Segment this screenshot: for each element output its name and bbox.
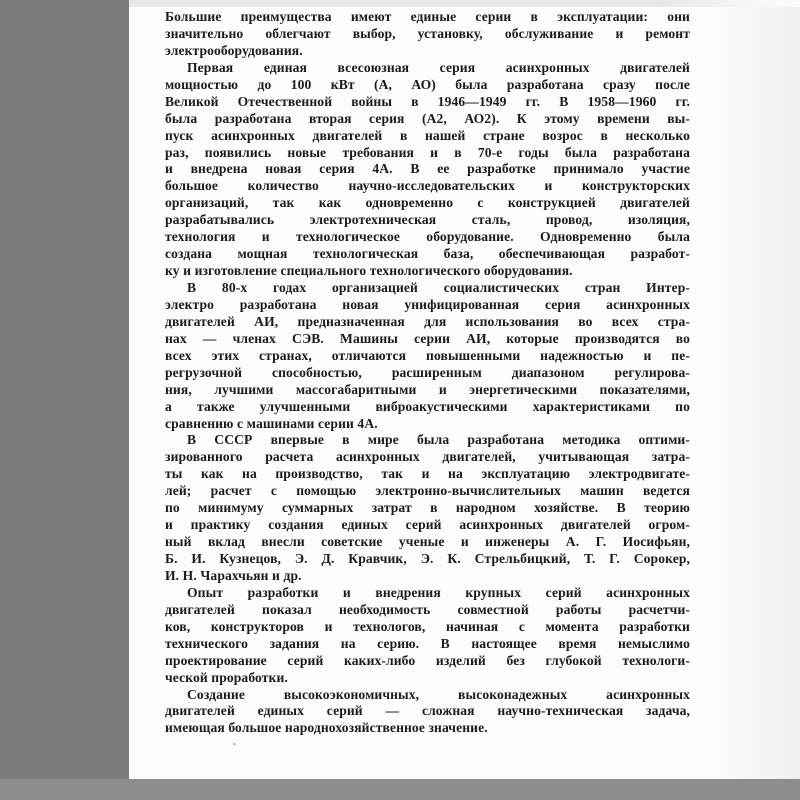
- text-line: ния, лучшими массогабаритными и энергетическими показателями,: [165, 381, 690, 397]
- text-line: разрабатывались электротехническая сталь, провод, изоляция,: [165, 212, 690, 228]
- text-line: мощностью до 100 кВт (А, АО) была разработана сразу после: [165, 76, 690, 92]
- text-line: Большие преимущества имеют единые серии в эксплуатации: они: [165, 9, 690, 24]
- text-line: лей; расчет с помощью электронно-вычислительных машин ведется: [165, 483, 690, 499]
- text-line: Б. И. Кузнецов, Э. Д. Кравчик, Э. К. Стрельбицкий, Т. Г. Сорокер,: [165, 551, 690, 566]
- text-line: и практику создания единых серий асинхронных двигателей огром-: [165, 517, 690, 533]
- text-line: В 80-х годах организацией социалистических стран Интер-: [187, 280, 690, 295]
- text-line: Создание высокоэкономичных, высоконадежных асинхронных: [187, 686, 690, 702]
- text-line: ный вклад внесли советские ученые и инженеры А. Г. Иосифьян,: [165, 534, 690, 550]
- text-line: ков, конструкторов и технологов, начиная с момента разработки: [165, 618, 690, 634]
- text-line: большое количество научно-исследовательских и конструкторских: [165, 178, 690, 194]
- text-line: по минимуму суммарных затрат в народном хозяйстве. В теорию: [165, 500, 690, 516]
- text-line: раз, появились новые требования и в 70-е годы была разработана: [165, 144, 690, 160]
- paragraph: [165, 280, 690, 432]
- paragraph: [165, 432, 690, 584]
- paragraph: [165, 9, 690, 60]
- text-line: И. Н. Чарахчьян и др.: [165, 567, 302, 583]
- text-line: двигателей показал необходимость совместной работы расчетчи-: [165, 601, 690, 617]
- book-page: [129, 7, 800, 779]
- text-line: проектирование серий каких-либо изделий без глубокой технологи-: [165, 652, 690, 668]
- text-line: пуск асинхронных двигателей в нашей стране возрос в несколько: [165, 127, 690, 143]
- text-line: значительно облегчают выбор, установку, обслуживание и ремонт: [165, 25, 690, 41]
- text-line: ку и изготовление специального технологического оборудования.: [165, 263, 573, 279]
- scan-speck: [233, 743, 236, 745]
- text-line: ческой проработки.: [165, 669, 288, 685]
- text-line: нах — членах СЭВ. Машины серии АИ, которые производятся во: [165, 330, 690, 346]
- text-block: [165, 9, 690, 737]
- text-line: была разработана вторая серия (А2, АО2). К этому времени вы-: [165, 110, 690, 126]
- scanner-left-margin: [0, 0, 129, 800]
- text-line: В СССР впервые в мире была разработана методика оптими-: [187, 432, 690, 448]
- scanner-bottom-margin: [0, 779, 800, 800]
- text-line: технология и технологическое оборудование. Одновременно была: [165, 229, 690, 245]
- scanner-top-strip: [129, 0, 800, 7]
- paragraph: [165, 585, 690, 687]
- text-line: регрузочной способностью, расширенным диапазоном регулирова-: [165, 364, 690, 380]
- text-line: двигателей единых серий — сложная научно-техническая задача,: [165, 703, 690, 719]
- text-line: электрооборудования.: [165, 42, 303, 58]
- text-line: имеющая большое народнохозяйственное значение.: [165, 720, 488, 736]
- paragraph: [165, 687, 690, 738]
- text-line: и внедрена новая серия 4А. В ее разработке принимало участие: [165, 161, 690, 177]
- text-line: зированного расчета асинхронных двигателей, учитывающая затра-: [165, 449, 690, 465]
- text-line: организаций, так как одновременно с конструкцией двигателей: [165, 195, 690, 211]
- text-line: а также улучшенными виброакустическими характеристиками по: [165, 398, 690, 414]
- text-line: создана мощная технологическая база, обеспечивающая разработ-: [165, 246, 690, 262]
- text-line: электро разработана новая унифицированная серия асинхронных: [165, 296, 690, 312]
- text-line: технического задания на серию. В настоящее время немыслимо: [165, 635, 690, 651]
- text-line: Опыт разработки и внедрения крупных серий асинхронных: [187, 584, 690, 600]
- text-line: всех этих странах, отличаются повышенными надежностью и пе-: [165, 347, 690, 363]
- text-line: двигателей АИ, предназначенная для использования во всех стра-: [165, 313, 690, 329]
- text-line: Великой Отечественной войны в 1946—1949 гг. В 1958—1960 гг.: [165, 93, 690, 109]
- text-line: ты как на производство, так и на эксплуатацию электродвигате-: [165, 466, 690, 482]
- text-line: Первая единая всесоюзная серия асинхронных двигателей: [187, 59, 690, 75]
- text-line: сравнению с машинами серии 4А.: [165, 415, 378, 431]
- paragraph: [165, 60, 690, 280]
